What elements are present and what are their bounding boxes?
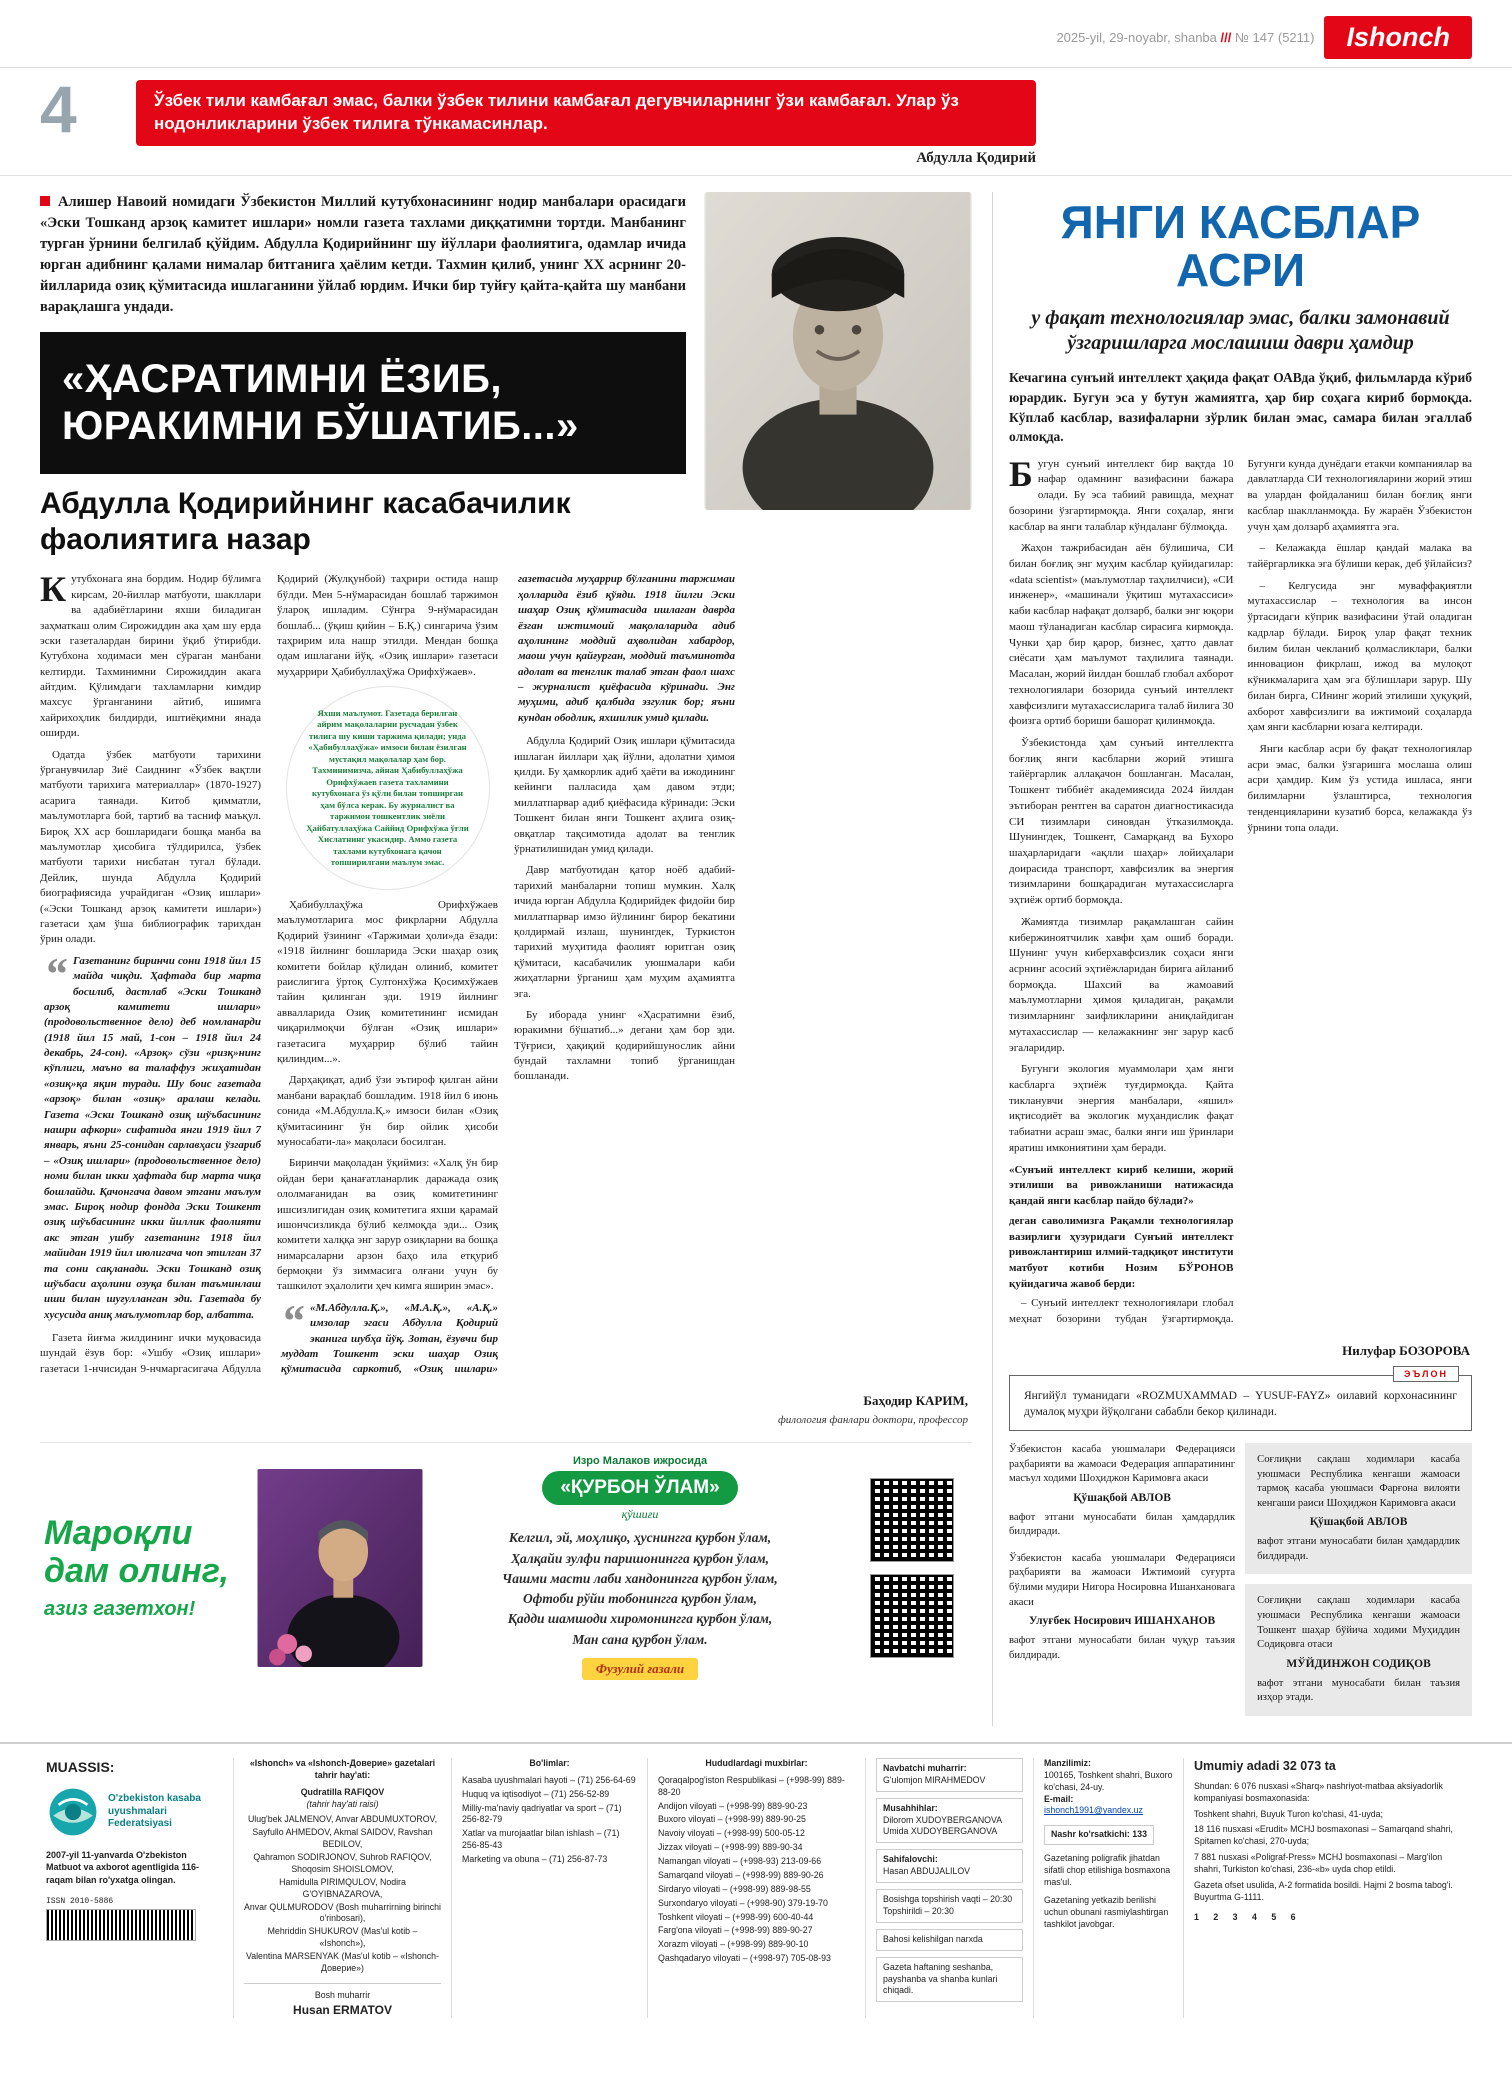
editorial-board <box>234 1758 452 2018</box>
epigraph-author: Абдулла Қодирий <box>916 149 1036 166</box>
interview-intro: деган саволимизга Рақамли технологиялар вазирлиги ҳузуридаги Сунъий интеллект ривожлантириш илмий-тадқиқот институти матбуот котиби Нозим БЎРОНОВ қуйидагича жавоб берди: <box>1009 1214 1234 1290</box>
region-phone: Farg'ona viloyati – (+998-99) 889-90-27 <box>658 1925 813 1936</box>
article-paragraph: Ҳабибуллаҳўжа Орифхўжаев маълумотларига мос фикрларни Абдулла Қодирий ўзининг «Таржимаи ҳоли»да ёзади: «1918 йилнинг бошларида Эски шаҳар озиқ комитети бойлар қўлидан олиниб, комитет раислигига ўртоқ Султонхўжа Қосимхўжаев тайин қилинган эди. 1919 йилнинг аввалларида Озиқ комитетининг исмидан чиқарилмоқчи бўлған «Озиқ ишлари» газетасига муҳаррир бўлиб тайин қилиндим...». <box>277 899 498 1065</box>
layout-label: Sahifalovchi: <box>883 1854 938 1865</box>
circulation-line: Gazeta ofset usulida, A-2 formatida bosildi. Hajmi 2 bosma tabog'i. Buyurtma G-1111. <box>1194 1879 1453 1902</box>
article-paragraph: Газета йиғма жилдининг ички муқовасида шундай ёзув бор: «Ушбу «Озиқ ишлари» газетаси 1-нчисидан 9-нчмаргасигача Абдулла Қодирий (Жулқунбой) таҳрири остида нашр бўлди. Мен 5-нўмарасидан бошлаб таржимон ўлароқ ишладим. Сўнгра 9-нўмарасидан бошлаб... (ўқиш қийин – Б.Қ.) сингарича ўзим таҳририм ила нашр этилди. Мендан бошқа одам ишлагани йўқ. «Озиқ ишлари» газетаси муҳаррири Ҳабибуллаҳўжа Орифхўжаев». <box>40 573 498 1375</box>
poem-line: Қадди шамшоди хиромонингга қурбон ўлам, <box>507 1611 773 1627</box>
condolence-name: Қўшақбой АВЛОВ <box>1309 1516 1408 1529</box>
condolence-notice <box>1009 1443 1235 1540</box>
founder-block <box>36 1758 234 2018</box>
article-subhead: Абдулла Қодирийнинг касабачилик фаолиятига назар <box>40 487 571 557</box>
article-paragraph: Кутубхонага яна бордим. Нодир бўлимга кирсам, 20-йиллар матбуоти, шакллари ва адабиётларини яхши биладиган заҳматкаш олим Сирожиддин ака ҳам шу ерда эски газеталардан бирини ўқиб ўтирибди. Кутубхона ходимаси мен сўраган манбани келтирди. Тахминимни Сирожиддин акага айтдим. Қўлимдаги тахламларни кимдир махсус ўрганганини айтиб, ишимга хайрихоҳлик билдирди, иштиёқимни янада оширди. <box>40 569 261 740</box>
article-body-part1 <box>40 569 261 947</box>
article-paragraph: Бугун сунъий интеллект бир вақтда 10 нафар одамнинг вазифасини бажара олади. Бу эса табиий равишда, меҳнат бозорини ўзгартирмоқда. Янги соҳалар, янги касблар ва янги талаблар кўндаланг бўлмоқда. <box>1009 453 1234 533</box>
publication-index: Nashr ko'rsatkichi: 133 <box>1044 1825 1154 1845</box>
ad-slogan-line-2: азиз газетхон! <box>44 1598 196 1621</box>
pull-quote-text: Газетанинг биринчи сони 1918 йил 15 майда чиқди. Ҳафтада бир марта босилиб, дастлаб «Эски Тошканд арзоқ камитети ишлари» (продовольственное дело) деб номланарди (1918 йил 15 май, 1-сон – 1918 йил 24 декабрь, 24-сон). «Арзоқ» сўзи «ризқ»нинг кўплиги, маъно ва талаффуз жиҳатидан «озиқ»қа яқин туради. Шу боис газетада «арзоқ» билан «озиқ» аралаш келади. Газета «Эски Тошканд озиқ шўъбасининг нашри афкори» сифатида янги 1919 йил 7 январь, яъни 25-сонидан сарлавҳаси ўзгариб – «Озиқ ишлари» (продовольственное дело) номи билан икки ҳафтада бир марта чиқа бошлайди. Қачонгача давом этгани маълум эмас. Бироқ нодир фондда Эски Тошкент озиқ шўъбасининг икки йиллик фаолияти акс этган ушбу газетанинг 1918 йил майидан 1919 йил июлигача чоп этилган 37 та сони сақланади. Эски Тошканд озиқ шўъбаси аҳолини озуқа билан таъминлаш иши билан шуғулланган эди. Газетада бу хусусида аниқ маълумотлар бор, албатта. <box>44 954 261 1321</box>
condolence-text: Соғлиқни сақлаш ходимлари касаба уюшмаси Республика кенгаши жамоаси тармоқ касаба уюшмаси Фарғона вилояти кенгаши раиси Шоҳиджон Каримовга акаси <box>1257 1453 1460 1509</box>
barcode <box>46 1909 196 1941</box>
region-phone: Xorazm viloyati – (+998-99) 889-90-10 <box>658 1939 809 1950</box>
right-article-lead: Кечагина сунъий интеллект ҳақида фақат ОАВда ўқиб, фильмларда кўриб юрардик. Бугун эса у бутун жамиятга, ҳар бир соҳага кириб бормоқда. Кўплаб касблар, вазифаларни зўрлик билан эмас, самара билан эгаллаб олмоқда. <box>1009 370 1472 445</box>
circulation-details <box>1194 1781 1466 1904</box>
poem-line: Ман сана қурбон ўлам. <box>572 1631 708 1647</box>
proofreader-name: Umida XUDOYBERGANOVA <box>883 1826 998 1837</box>
production-block <box>866 1758 1034 2018</box>
condolences-right <box>1245 1443 1472 1726</box>
board-chair: Qudratilla RAFIQOV <box>300 1786 385 1797</box>
article-body-part3 <box>277 898 498 1295</box>
right-article-byline: Нилуфар БОЗОРОВА <box>1342 1342 1470 1358</box>
announcement-text: Янгийўл туманидаги «ROZMUXAMMAD – YUSUF-FAYZ» оилавий корхонасининг думалоқ муҳри йўқолгани сабабли бекор қилинади. <box>1024 1389 1457 1418</box>
layout-designer <box>876 1849 1023 1883</box>
circulation-line: Shundan: 6 076 nusxasi «Sharq» nashriyot-matbaa aksiyadorlik kompaniyasi bosmaxonasida: <box>1194 1780 1443 1803</box>
epigraph-band <box>0 68 1512 176</box>
chief-editor-label: Bosh muharrir <box>314 1989 371 2000</box>
article-paragraph: Жамиятда тизимлар рақамлашган сайин кибержиноятчилик хавфи ҳам ошиб боради. Шунинг учун киберхавфсизлик соҳаси янги асрнинг асосий эҳтиёжларидан бирига айланиб бормоқда. Шахсий ва жамоавий маълумотларни ҳимоя қиладиган, рақамли тизимларнинг заифликларини аниқлайдиган мутахассислар — келажакнинг энг зарур касб эгаларидир. <box>1009 915 1234 1054</box>
email-address[interactable]: ishonch1991@yandex.uz <box>1044 1805 1143 1816</box>
chief-editor-block <box>244 1983 441 2018</box>
board-member: Anvar QULMURODOV (Bosh muharrirning birinchi o'rinbosari), <box>244 1901 442 1924</box>
circulation-line: Toshkent shahri, Buyuk Turon ko'chasi, 41-uyda; <box>1194 1808 1383 1819</box>
condolences-left <box>1009 1443 1235 1726</box>
condolence-text: Ўзбекистон касаба уюшмалари Федерацияси раҳбарияти ва жамоаси Ижтимоий суғурта бўлими мудири Нигора Носировна Ишанхановага акаси <box>1009 1552 1236 1608</box>
article-paragraph: Бугунги экология муаммолари ҳам янги касбларга эҳтиёж туғдирмоқда. Қайта тикланувчи энергия манбалари, «яшил» иқтисодиёт ва экологик муҳандислик фақат табиатни асраш эмас, балки янги иш ўринлари яратиш имкониятини ҳам беради. <box>1009 1063 1234 1154</box>
issn-number: ISSN 2010-5886 <box>46 1896 114 1906</box>
song-block <box>440 1455 840 1680</box>
article-byline <box>40 1392 968 1428</box>
circulation-line: 7 881 nusxasi «Poligraf-Press» MCHJ bosmaxonasi – Marg'ilon shahri, Turkiston ko'chasi, 236-«b» uyda chop etildi. <box>1194 1852 1443 1875</box>
proofreader-name: Dilorom XUDOYBERGANOVA <box>883 1814 1003 1825</box>
delivery-note: Gazetaning yetkazib berilishi uchun obunani rasmiylashtirgan tashkilot javobgar. <box>1044 1894 1169 1929</box>
ad-slogan <box>44 1514 240 1621</box>
pull-quote-2-text: «М.Абдулла.Қ.», «М.А.Қ.», «А.Қ.» имзолар эгаси Абдулла Қодирий эканига шубҳа йўқ. Зотан, ёзувчи бир муддат Тошкент эски шаҳар Озиқ қўмитасида саркотиб, «Озиқ ишлари» газетасида муҳаррир бўлганини таржимаи ҳолларида ёзиб қўяди. 1918 йилги Эски шаҳар Озиқ қўмитасида ишлаган даврда ёзган ижтимоий мақолаларида адиб аҳолининг моддий аҳволидан хабардор, маош учун қайғурган, моддий таъминотда адолат ва тенглик талаб этган фаол шахс – журналист қиёфасида кўринади. Энг муҳими, адиб қалбида эзгулик бор; яъни кундан ободлик, яхшилик умид қилади. <box>281 573 735 1376</box>
portrait-illustration <box>704 192 972 510</box>
circulation-block <box>1184 1758 1476 2018</box>
federation-name: O'zbekiston kasaba uyushmalari Federatsiyasi <box>108 1793 201 1830</box>
performer-illustration <box>256 1469 424 1667</box>
board-member: Valentina MARSENYAK (Mas'ul kotib – «Ishonch-Доверие») <box>245 1951 439 1973</box>
article-paragraph: – Келгусида энг муваффақиятли мутахассислар – технология ва инсон ўртасидаги кўприк вазифасини ўтай оладиган кадрлар бўлади. Бироқ улар фақат техник билим билан чекланиб қолмасликлари, балки инновацион фикрлаш, ижод ва мулоқот кўникмаларига ҳам эга бўлишлари зарур. Шу билан бирга, СИнинг жорий этилиши ҳуқуқий, ахборот хавфсизлиги ва ижтимоий соҳаларда ҳам янги касбларни юзага келтиради. <box>1247 579 1472 734</box>
department-phone: Xatlar va murojaatlar bilan ishlash – (71) 256-85-43 <box>462 1828 620 1851</box>
condolence-name: Қўшақбой АВЛОВ <box>1073 1491 1171 1504</box>
circulation-line: 18 116 nusxasi «Erudit» MCHJ bosmaxonasi – Samarqand shahri, Spitamen ko'chasi, 270-uyda; <box>1194 1824 1453 1847</box>
interview-question: «Сунъий интеллект кириб келиши, жорий этилиши ва ривожланиши натижасида қандай янги касблар пайдо бўлади?» <box>1009 1163 1234 1208</box>
epigraph-quote: Ўзбек тили камбағал эмас, балки ўзбек тилини камбағал дегувчиларнинг ўзи камбағал. Улар ўз нодонликларини ўзбек тилига тўнкамасинлар. <box>136 80 1036 146</box>
right-body-part1 <box>1009 453 1234 1157</box>
duty-editor-label: Navbatchi muharrir: <box>883 1762 967 1773</box>
region-phone: Qashqadaryo viloyati – (+998-97) 705-08-93 <box>658 1953 831 1964</box>
condolence-text: Ўзбекистон касаба уюшмалари Федерацияси раҳбарияти ва жамоаси Федерация аппаратининг масъул ходими Шоҳиджон Каримовга акаси <box>1009 1443 1236 1485</box>
headline-line-2: ЮРАКИМНИ БЎШАТИБ...» <box>62 404 579 449</box>
circulation-total: Umumiy adadi 32 073 ta <box>1194 1758 1336 1773</box>
proofreaders-label: Musahhihlar: <box>883 1802 938 1813</box>
performer-photo <box>256 1469 424 1667</box>
page-footer <box>0 1742 1512 2040</box>
regions-list <box>658 1775 855 1965</box>
region-phone: Navoiy viloyati – (+998-99) 500-05-12 <box>658 1828 805 1839</box>
article-paragraph: Абдулла Қодирий Озиқ ишлари қўмитасида ишлаган йиллари ҳақ йўлни, адолатни ҳимоя қилди. Бу ҳамкорлик адиб ҳаёти ва ижодининг кейинги палласида ҳам давом этди; миллатпарвар адиб қиёфасида кўринади: Эски Тошкент билан янги Тошкент аҳлига озиқ-овқатлар тақсимотида адолат ва тенглик ўрнатилишидан умид қилади. <box>514 735 735 855</box>
condolences <box>1009 1443 1472 1726</box>
poem-line: Офтоби рўйи тобонингга қурбон ўлам, <box>522 1591 758 1607</box>
article-body <box>40 569 972 1384</box>
byline-name: Баҳодир КАРИМ, <box>863 1393 968 1409</box>
federation-logo <box>46 1785 223 1839</box>
department-phone: Milliy-ma'naviy qadriyatlar va sport – (71) 256-82-79 <box>462 1802 622 1825</box>
print-quality-note: Gazetaning poligrafik jihatdan sifatli chop etilishiga bosmaxona mas'ul. <box>1044 1853 1171 1887</box>
announcement-box <box>1009 1368 1472 1431</box>
right-headline-line-2: АСРИ <box>1175 244 1306 297</box>
article-paragraph: Давр матбуотидан қатор ноёб адабий-тарихий манбаларни топиш мумкин. Халқ ичида юрган Абдулла Қодирийдек фидойи бир миллатпарвар имзо йўлининг бирор бекатини қолдирмай излаш, шунингдек, Туркистон тарихий муҳитида фаолият юритган озиқ қўмитаси, касабачилик уюшмалари каби жиҳатларни ўрганиш ҳам муҳим аҳамиятга эга. <box>514 864 735 1000</box>
department-phone: Huquq va iqtisodiyot – (71) 256-52-89 <box>462 1788 610 1799</box>
region-phone: Andijon viloyati – (+998-99) 889-90-23 <box>658 1800 808 1811</box>
departments-title: Bo'limlar: <box>529 1757 570 1768</box>
condolence-tail: вафот этгани муносабати билан ҳамдардлик билдиради. <box>1009 1511 1236 1538</box>
announcement-label: ЭЪЛОН <box>1393 1366 1459 1383</box>
schedule-note: Gazeta haftaning seshanba, payshanba va shanba kunlari chiqadi. <box>876 1957 1023 2003</box>
board-title: «Ishonch» va «Ishonch-Доверие» gazetalari tahrir hay'ati: <box>249 1757 436 1780</box>
region-phone: Namangan viloyati – (+998-93) 213-09-66 <box>658 1856 822 1867</box>
poem-line: Чашми масти лаби хандонингга қурбон ўлам, <box>502 1570 778 1586</box>
highlight-circle <box>286 686 490 890</box>
region-phone: Buxoro viloyati – (+998-99) 889-90-25 <box>658 1814 806 1825</box>
article-paragraph: Ўзбекистонда ҳам сунъий интеллектга боғлиқ янги касбларни жорий этишга тайёргарлик аллақачон бошланган. Масалан, Тошкент тиббиёт академиясида 2024 йилдан эътиборан рентген ва саратон диагностикасида СИ тизимлари синовдан ўтказилмоқда. Шунингдек, Тошкент, Самарқанд ва Бухоро шаҳарларидаги «ақлли шаҳар» лойиҳалари доирасида транспорт, хавфсизлик ва энергия тизимларини бошқарадиган мутахассисларга эҳтиёж ортиб бормоқда. <box>1009 736 1234 907</box>
layout-name: Hasan ABDUJALILOV <box>883 1866 971 1877</box>
main-article <box>40 192 972 1726</box>
poem-line: Келгил, эй, моҳлиқо, ҳуснингга қурбон ўлам, <box>508 1530 772 1546</box>
date-line <box>1056 30 1314 45</box>
article-paragraph: Бу иборада унинг «Ҳасратимни ёзиб, юракимни бўшатиб...» дегани ҳам бор эди. Тўғриси, ҳақиқий қодирийшунослик айни бундай тахламни топиб ўрганишдан бошланади. <box>514 1008 735 1083</box>
region-phone: Jizzax viloyati – (+998-99) 889-90-34 <box>658 1842 803 1853</box>
departments-list <box>462 1775 637 1866</box>
departments-block <box>452 1758 648 2018</box>
chief-editor-name: Husan ERMATOV <box>293 2002 392 2017</box>
region-phone: Surxondaryo viloyati – (+998-90) 379-19-70 <box>658 1897 828 1908</box>
poem-line: Ҳалқайи зулфи паришонингга қурбон ўлам, <box>511 1550 769 1566</box>
poem-source: Фузулий ғазали <box>582 1658 698 1680</box>
region-phone: Qoraqalpog'iston Respublikasi – (+998-99) 889-88-20 <box>658 1774 845 1797</box>
qr-code-1 <box>870 1478 954 1562</box>
deadlines <box>876 1889 1023 1923</box>
article-paragraph: – Сунъий интеллект технологиялари глобал меҳнат бозорини тубдан ўзгартирмоқда. Бугунги кунда дунёдаги етакчи компаниялар ва давлатларда СИ технологияларини жорий этиш ва улардан фойдаланиш билан боғлиқ янги касблар шаклланмоқда. Бу жараён Ўзбекистон учун ҳам долзарб аҳамиятга эга. <box>1009 457 1472 1326</box>
poem <box>440 1528 840 1650</box>
article-body-part4 <box>514 734 735 1085</box>
right-article-subhead: у фақат технологиялар эмас, балки замонавий ўзгаришларга мослашиш даври ҳамдир <box>1031 307 1450 355</box>
article-headline-box <box>40 332 686 474</box>
region-phone: Samarqand viloyati – (+998-99) 889-90-26 <box>658 1869 824 1880</box>
duty-editor-name: G'ulomjon MIRAHMEDOV <box>883 1774 986 1785</box>
registration-note: 2007-yil 11-yanvarda O'zbekiston Matbuot va axborot agentligida 116-raqam bilan ro'yxatga olingan. <box>46 1849 200 1886</box>
address-text: 100165, Toshkent shahri, Buxoro ko'chasi, 24-uy. <box>1044 1769 1173 1792</box>
pages-row: 1 2 3 4 5 6 <box>1194 1911 1302 1922</box>
founder-label: MUASSIS: <box>46 1758 115 1775</box>
right-headline-line-1: ЯНГИ КАСБЛАР <box>1060 195 1421 248</box>
department-phone: Marketing va obuna – (71) 256-87-73 <box>462 1854 608 1865</box>
condolence-notice <box>1009 1552 1235 1664</box>
condolence-notice <box>1245 1584 1472 1716</box>
board-chair-note: (tahrir hay'ati raisi) <box>306 1798 379 1809</box>
condolence-tail: вафот этгани муносабати билан чуқур таъзия билдиради. <box>1009 1635 1236 1661</box>
date-text: 2025-yil, 29-noyabr, shanba <box>1056 30 1217 45</box>
performer-name: Изро Малаков ижросида <box>572 1455 708 1468</box>
board-member: Qahramon SODIRJONOV, Suhrob RAFIQOV, Shoqosim SHOISLOMOV, <box>253 1852 432 1874</box>
condolence-tail: вафот этгани муносабати билан таъзия изҳор этади. <box>1257 1677 1460 1704</box>
board-member: Mehriddin SHUKUROV (Mas'ul kotib – «Ishonch»), <box>267 1926 418 1949</box>
headline-line-1: «ҲАСРАТИМНИ ЁЗИБ, <box>62 356 502 401</box>
article-paragraph: – Келажакда ёшлар қандай малака ва тайёргарликка эга бўлиши керак, деб ўйлайсиз? <box>1247 542 1472 571</box>
article-head-text <box>40 192 686 568</box>
region-phone: Toshkent viloyati – (+998-99) 600-40-44 <box>658 1911 814 1922</box>
address-label: Manzilimiz: <box>1044 1757 1091 1768</box>
address-block <box>1034 1758 1184 2018</box>
page-number: 4 <box>40 72 77 146</box>
board-members <box>244 1814 441 1974</box>
regional-reporters-block <box>648 1758 866 2018</box>
page-header <box>0 0 1512 68</box>
qr-code-2 <box>870 1574 954 1658</box>
article-paragraph: Жаҳон тажрибасидан аён бўлишича, СИ билан боғлиқ энг муҳим касблар қуйидагилар: «data scientist» (маълумотлар таҳлилчиси), «СИ инженер», «машинали ўқитиш мутахассиси» каби касблар нафақат долзарб, балки энг юқори маош тўланадиган касблар сирасига кирмоқда. Чунки ҳар бир қарор, бизнес, ҳатто давлат сиёсати ҳам маълумот таҳлилига таянади. Масалан, жорий йилдан бошлаб глобал ахборот технологиялари бозорида сунъий интеллект хавфсизлиги мутахассисларига талаб йилига 30 фоизга ортиб бориши башорат қилинмоқда. <box>1009 542 1234 728</box>
article-paragraph: Дарҳақиқат, адиб ўзи эътироф қилган айни манбани варақлаб бошладим. 1918 йил 6 июнь сонида «М.Абдулла.Қ.» имзоси билан «Озиқ қўмитасининг ўн бир ойлик ҳисоби муносабати-ла» мақоласи босилган. <box>277 1074 498 1148</box>
pull-quote <box>40 954 261 1323</box>
department-phone: Kasaba uyushmalari hayoti – (71) 256-64-69 <box>462 1774 636 1785</box>
right-article-body <box>1009 453 1472 1335</box>
duty-editor <box>876 1758 1023 1792</box>
article-paragraph: Одатда ўзбек матбуоти тарихини ўрганувчилар Зиё Саиднинг «Ўзбек вақтли матбуоти тарихига материаллар» (1870-1927) асарига таянади. Китоб қимматли, маълумотларга бой, тартиб ва тасниф маъқул. Бироқ ХХ аср бошларидаги бошқа манба ва маълумотлар ҳисобига тўлдирилса, ўзбек матбуоти тарихи нисбатан тугал бўлади. Дейлик, шунда Абдулла Қодирий биографиясида учрайдиган «Озиқ ишлари» («Эски Тошканд арзоқ камитети ишлари») газетаси ҳам ўша библиографик тарихдан ўрин олади. <box>40 748 261 946</box>
byline-title: филология фанлари доктори, профессор <box>777 1414 968 1427</box>
deadline-planned: Bosishga topshirish vaqti – 20:30 <box>883 1894 1013 1905</box>
qr-codes <box>856 1478 968 1658</box>
condolence-tail: вафот этгани муносабати билан ҳамдардлик билдиради. <box>1257 1536 1460 1562</box>
deadline-actual: Topshirildi – 20:30 <box>883 1905 954 1916</box>
board-member: Ulug'bek JALMENOV, Anvar ABDUMUXTOROV, <box>247 1814 438 1825</box>
condolence-name: МЎЙДИНЖОН СОДИҚОВ <box>1286 1657 1431 1670</box>
newspaper-logo: Ishonch <box>1324 16 1472 59</box>
song-ad-block <box>40 1442 972 1692</box>
proofreaders <box>876 1798 1023 1844</box>
proofreaders-list <box>883 1815 1016 1839</box>
region-phone: Sirdaryo viloyati – (+998-99) 889-98-55 <box>658 1883 811 1894</box>
ad-slogan-line-1: Мароқли дам олинг, <box>44 1514 229 1591</box>
song-subtitle: қўшиғи <box>621 1507 659 1522</box>
page-content <box>0 176 1512 1726</box>
regions-title: Hududlardagi muxbirlar: <box>705 1757 808 1768</box>
song-title: «ҚУРБОН ЎЛАМ» <box>542 1471 737 1505</box>
portrait-photo <box>704 192 972 510</box>
price-note: Bahosi kelishilgan narxda <box>876 1929 1023 1951</box>
board-member: Sayfullo AHMEDOV, Akmal SAIDOV, Ravshan BEDILOV, <box>252 1827 433 1850</box>
article-paragraph: Янги касблар асри бу фақат технологиялар асри эмас, балки ўзгаришга мослаша олиш асри ҳамдир. Ким ўз устида ишласа, янги билимларни ўзлаштирса, технология тенденцияларини кузатиб борса, келажакда ўз ўрнини топа олади. <box>1247 742 1472 834</box>
epigraph <box>136 80 1472 167</box>
condolence-text: Соғлиқни сақлаш ходимлари касаба уюшмаси Республика кенгаши жамоаси Тошкент шаҳар бўйича ходими Муҳиддин Содиқовга отаси <box>1257 1595 1460 1651</box>
issue-number: № 147 (5211) <box>1235 30 1315 45</box>
right-column <box>992 192 1472 1726</box>
highlight-circle-text: Яхши маълумот. Газетада берилган айрим мақолаларни русчадан ўзбек тилига шу киши таржима қилади; унда «Ҳабибуллаҳўжа» имзоси билан ёзилган мустақил мақолалар ҳам бор. Тахминимизча, айнан Ҳабибуллаҳўжа Орифхўжаев газета тахламини кутубхонага ўз қўли билан топширган ҳам бўлса керак. Бу журналист ва таржимон тошкентлик зиёли Ҳайбатуллаҳўжа Саййид Орифхўжа ўғли Хислатнинг укасидир. Аммо газета тахлами кутубхонага қачон топширилгани маълум эмас. <box>306 707 469 867</box>
email-label: E-mail: <box>1044 1793 1074 1804</box>
condolence-notice <box>1245 1443 1472 1575</box>
federation-logo-icon <box>46 1785 100 1839</box>
board-member: Hamidulla PIRIMQULOV, Nodira G'OYIBNAZAROVA, <box>279 1876 406 1899</box>
article-head <box>40 192 972 568</box>
date-separator: /// <box>1220 30 1232 45</box>
article-paragraph: Биринчи мақоладан ўқиймиз: «Халқ ўн бир ойдан бери қанағатланарлик даражада озиқ ололмағанидан ва озиқ комитетининг ишсизлигидан озиқ комитетига яхши қарамай ишончсизликда бўлиб келмоқда эди... Озиқ комитети халққа энг зарур озиқларни ва бошқа нимарсаларни арзон баҳо ила етқуриб бермоқни ўз зиммасига олғани учун бу ташкилот эҳалолити ҳеч кимга яширин эмас». <box>277 1157 498 1293</box>
right-article-headline <box>1009 195 1472 297</box>
condolence-name: Улуғбек Носирович ИШАНХАНОВ <box>1028 1615 1216 1628</box>
article-lead: Алишер Навоий номидаги Ўзбекистон Миллий кутубхонасининг нодир манбалари орасидаги «Эски Тошканд арзоқ камитет ишлари» номли газета тахлами диққатимни тортди. Манбанинг турган ўрнини белгилаб қўйдим. Абдулла Қодирийнинг шу йўллари фаолиятига, одамлар ичида юрган адибнинг қалами нималар битганига ҳаёлим кетди. Тахмин қилиб, унинг XX асрнинг 20-йилларида озиқ қўмитасида ишлаганини ўйлаб юрдим. Ички бир туйғу қайта-қайта шу манбани варақлашга ундади. <box>40 192 686 318</box>
